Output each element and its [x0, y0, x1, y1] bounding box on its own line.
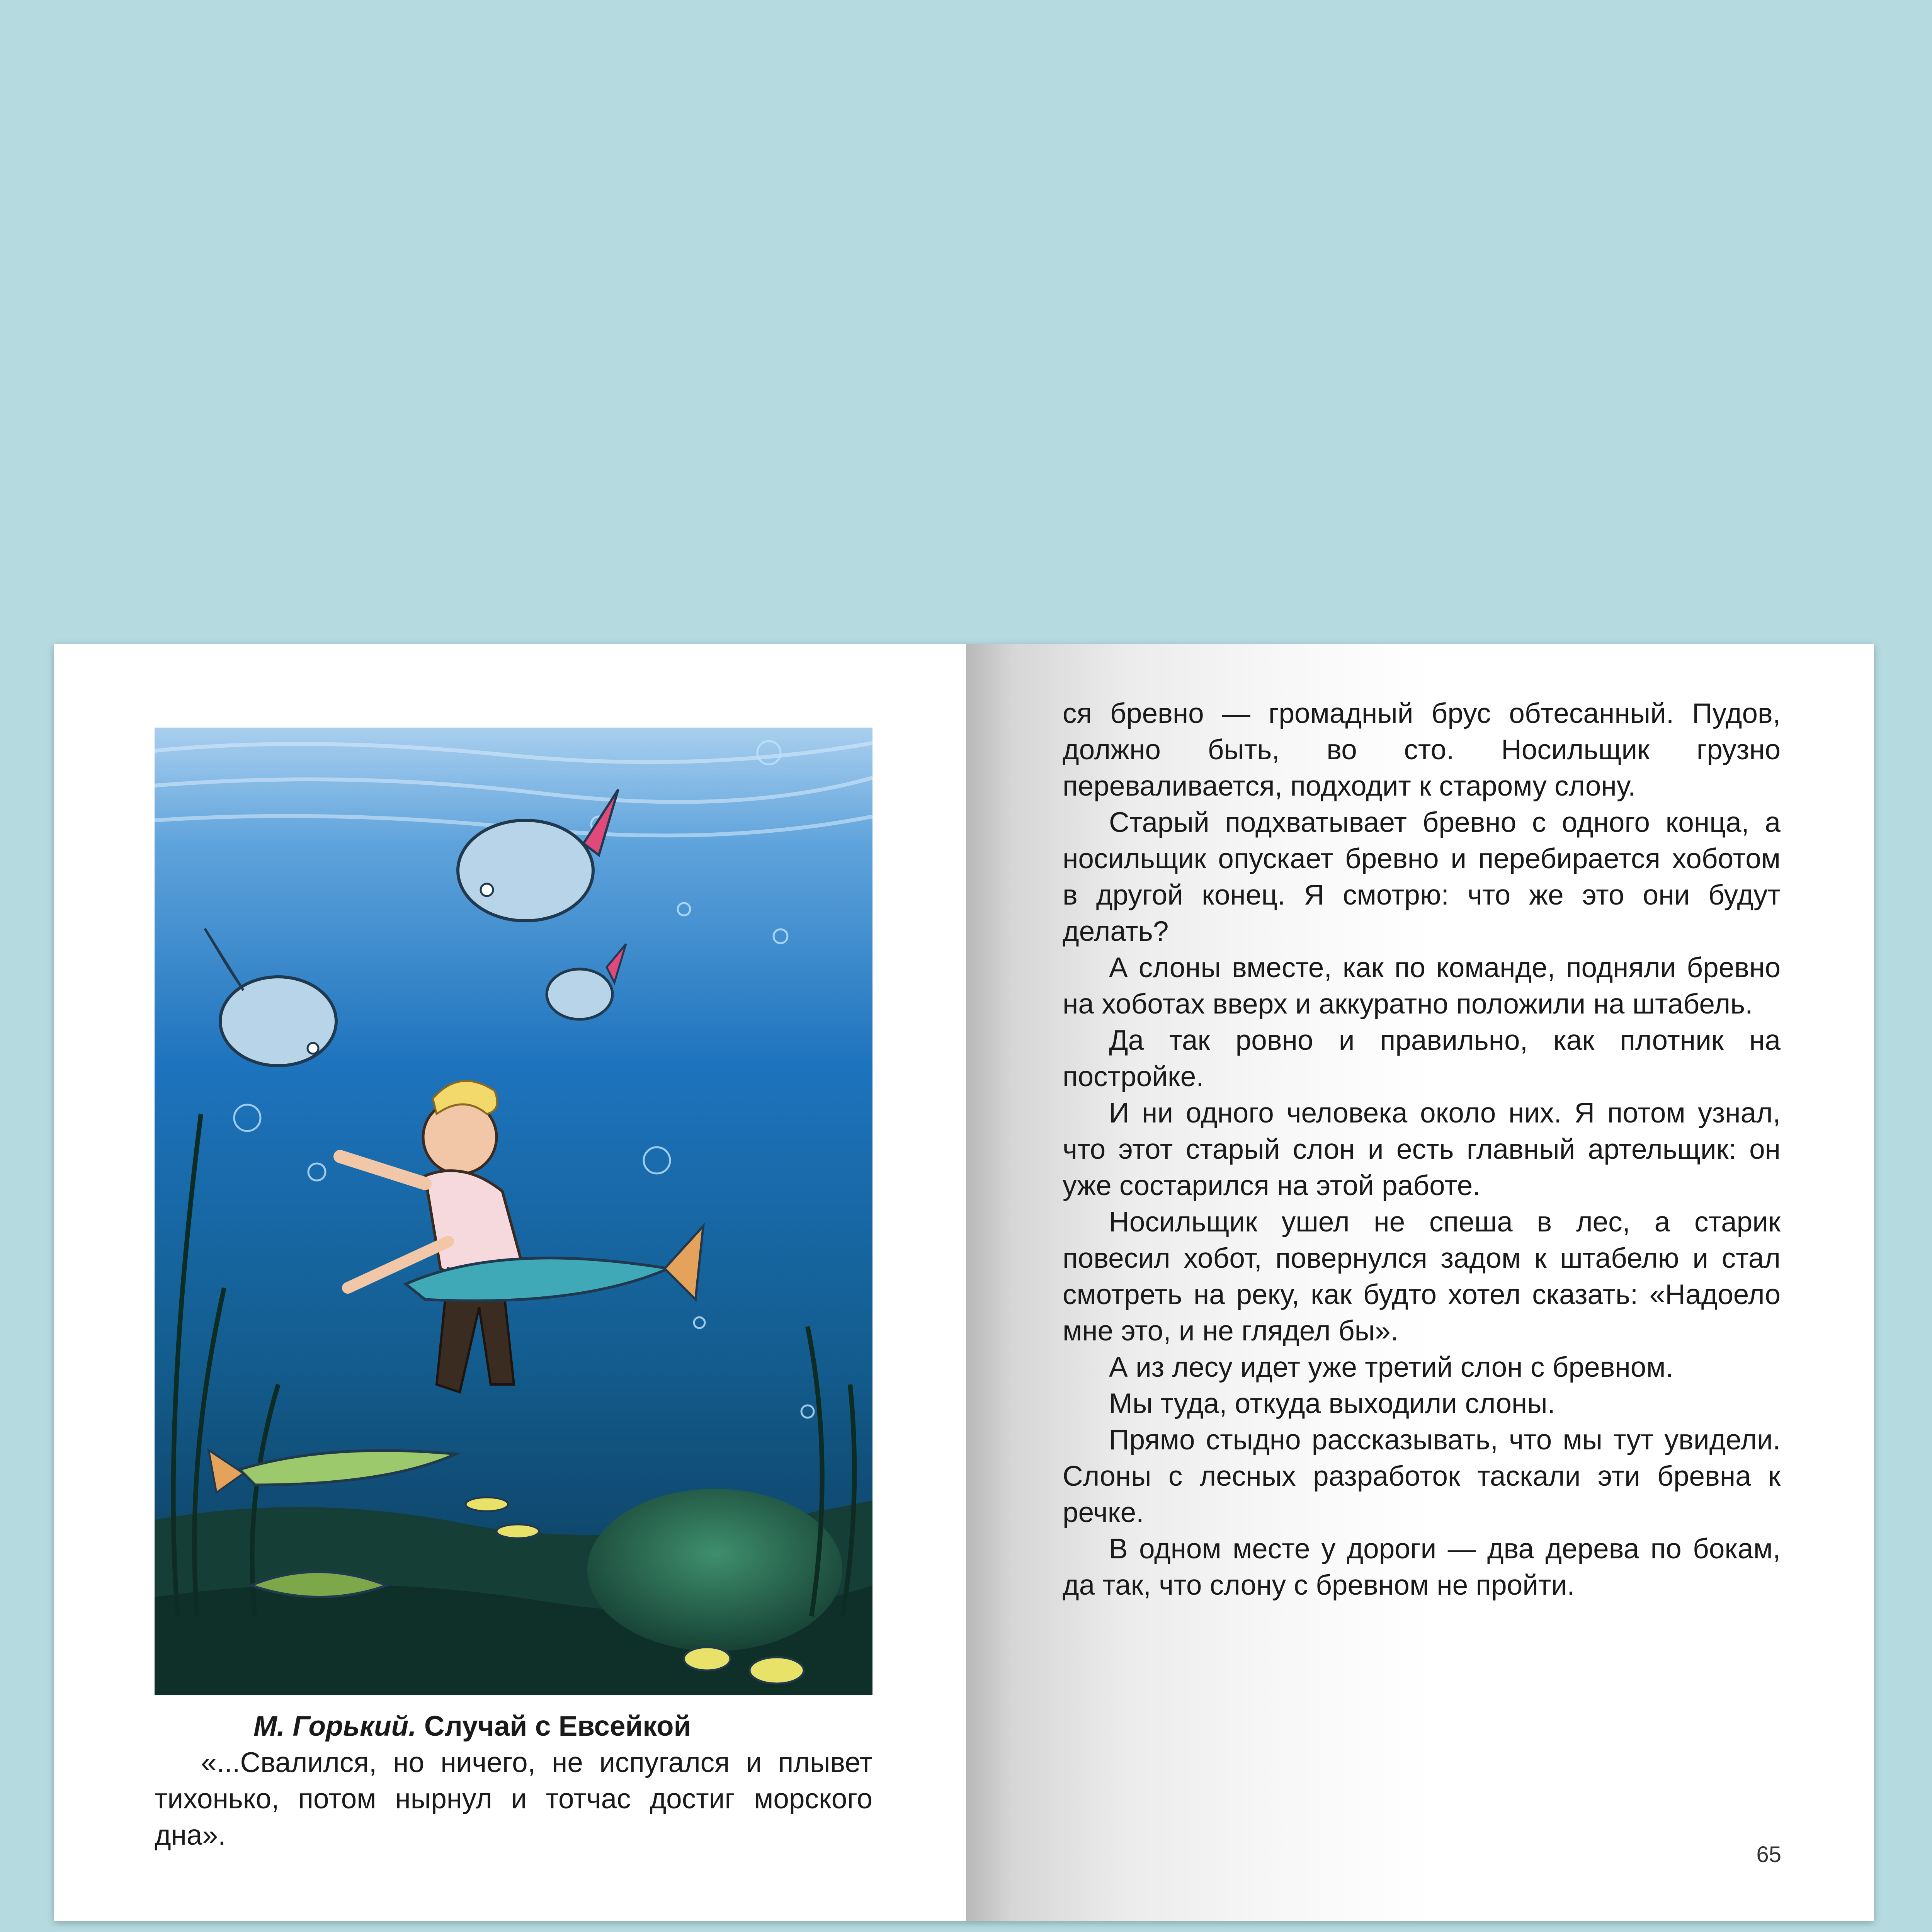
- caption-title: Случай с Евсейкой: [424, 1711, 691, 1742]
- paragraph: Прямо стыдно рассказывать, что мы тут увидели. Слоны с лесных разработок таскали эти бревна к речке.: [1063, 1424, 1781, 1528]
- caption-author: М. Горький.: [253, 1711, 417, 1742]
- paragraph: В одном месте у дороги — два дерева по бокам, да так, что слону с бревном не пройти.: [1063, 1533, 1781, 1601]
- paragraph: Мы туда, откуда выходили слоны.: [1109, 1388, 1555, 1419]
- paragraph: Да так ровно и правильно, как плотник на постройке.: [1063, 1025, 1781, 1092]
- illustration-caption: [155, 1708, 872, 1854]
- underwater-illustration: [155, 728, 872, 1695]
- paragraph: А слоны вместе, как по команде, подняли бревно на хоботах вверх и аккуратно положили на штабель.: [1063, 952, 1781, 1020]
- paragraph: ся бревно — громадный брус обтесанный. Пудов, должно быть, во сто. Носильщик грузно переваливается, подходит к старому слону.: [1063, 698, 1781, 802]
- page-number: 65: [1756, 1842, 1781, 1867]
- left-page: [54, 644, 966, 1921]
- paragraph: Старый подхватывает бревно с одного конца, а носильщик опускает бревно и перебирается хоботом в другой конец. Я смотрю: что же это они будут делать?: [1063, 807, 1781, 947]
- paragraph: А из лесу идет уже третий слон с бревном.: [1109, 1352, 1673, 1383]
- caption-quote: «...Свалился, но ничего, не испугался и плывет тихонько, потом нырнул и тотчас достиг морского дна».: [155, 1747, 872, 1851]
- paragraph: Носильщик ушел не спеша в лес, а старик повесил хобот, повернулся задом к штабелю и стал смотреть на реку, как будто хотел сказать: «Надоело мне это, и не глядел бы».: [1063, 1206, 1781, 1347]
- illustration-svg: [155, 728, 872, 1695]
- story-text: [1063, 696, 1781, 1604]
- paragraph: И ни одного человека около них. Я потом узнал, что этот старый слон и есть главный артельщик: он уже состарился на этой работе.: [1063, 1097, 1781, 1201]
- caption-heading: [155, 1708, 872, 1745]
